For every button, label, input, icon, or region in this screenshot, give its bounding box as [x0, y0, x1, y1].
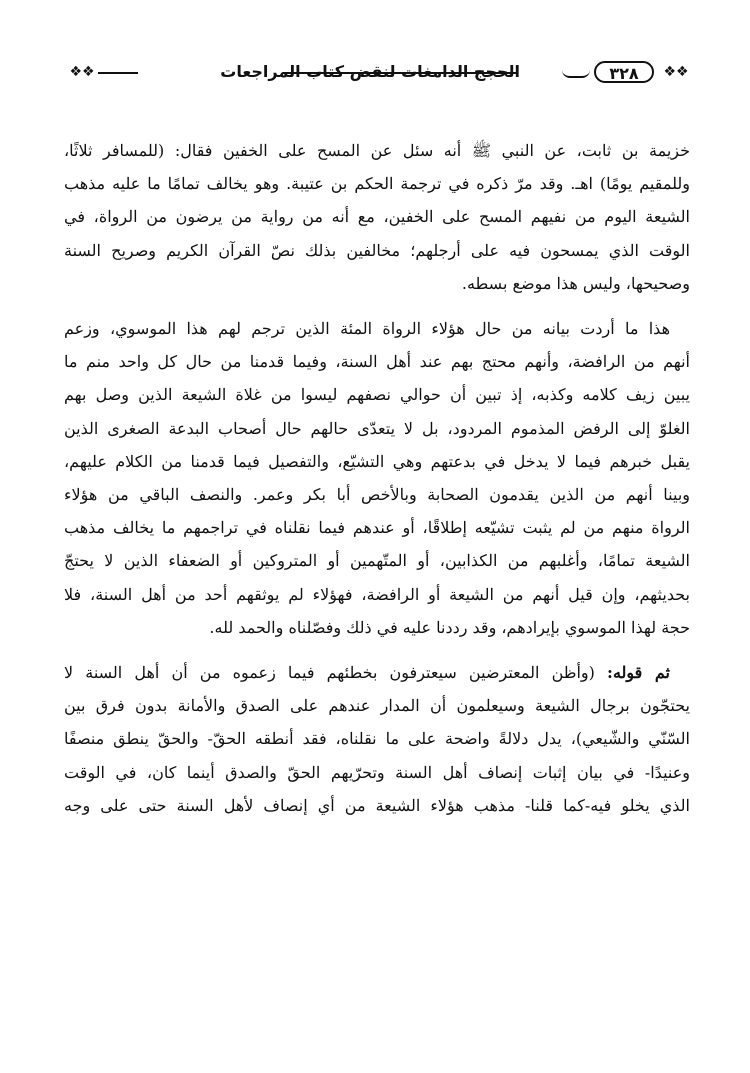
text-line: وصحيحها، وليس هذا موضع بسطه.: [461, 273, 690, 293]
ornament-right-icon: ❖❖: [663, 64, 689, 80]
header-rule: [283, 72, 518, 74]
text-span: (وأظن المعترضين سيعترفون بخطئهم فيما زعموه من أن أهل السنة لا: [64, 663, 608, 683]
text-line: الوقت الذي يمسحون فيه على أرجلهم؛ مخالفين بذلك نصّ القرآن الكريم وصريح السنة: [64, 240, 690, 260]
text-line: السّنّي والشّيعي)، يدل دلالةً واضحة على ما نقلناه، فقد أنطقه الحقّ- والحقّ ينطق منصفًا: [64, 729, 690, 749]
page-number: ٣٢٨: [594, 61, 654, 83]
text-line: أنهم من الرافضة، وأنهم محتج بهم عند أهل السنة، وفيما قدمنا من حال كل واحد منم ما: [64, 352, 690, 372]
paragraph-1: [64, 134, 690, 300]
page-body: [64, 134, 690, 834]
text-line: بحديثهم، وإن قيل أنهم من الشيعة أو الرافضة، فهؤلاء لم يوثقهم أحد من أهل السنة، فلا: [64, 584, 690, 604]
page-header: [68, 60, 690, 96]
lead-phrase: ثم قوله:: [607, 663, 671, 683]
text-line: الذي يخلو فيه-كما قلنا- مذهب هؤلاء الشيعة من أي إنصاف لأهل السنة حتى على وجه: [64, 795, 690, 815]
text-line: الرواة منهم من لم يثبت تشيّعه إطلاقًا، أو عندهم فيما نقلناه في تراجمهم ما يخالف مذهب: [64, 518, 690, 538]
paragraph-2: [64, 312, 690, 644]
ornament-left-icon: ❖❖: [69, 64, 95, 80]
text-line: هذا ما أردت بيانه من حال هؤلاء الرواة المئة الذين ترجم لهم هذا الموسوي، وزعم: [64, 319, 670, 339]
text-line: خزيمة بن ثابت، عن النبي ﷺ أنه سئل عن المسح على الخفين فقال: (للمسافر ثلاثًا،: [64, 141, 690, 160]
text-line: وللمقيم يومًا) اهـ. وقد مرّ ذكره في ترجمة الحكم بن عتيبة. وهو يخالف تمامًا ما عليه مذهب: [64, 174, 690, 194]
text-line: [64, 656, 690, 689]
text-line: يبين زيف كلامه وكذبه، إذ تبين أن حوالي نصفهم ليسوا من غلاة الشيعة الذين وصل بهم: [64, 385, 691, 405]
text-line: الشيعة اليوم من نفيهم المسح على الخفين، مع أنه من رواية من يرضون من الرواة، في: [64, 207, 690, 227]
text-line: يحتجّون برجال الشيعة وسيعلمون أن المدار عندهم على الصدق والأمانة بدون فرق بين: [64, 696, 690, 716]
flourish-icon: [562, 68, 590, 78]
paragraph-3: [64, 656, 690, 822]
book-title: الحجج الدامغات لنقض كتاب المراجعات: [220, 62, 520, 81]
text-line: وعنيدًا- في بيان إثبات إنصاف أهل السنة وتحرّيهم الحقّ والصدق أينما كان، في الوقت: [64, 762, 691, 782]
text-line: الشيعة تمامًا، وأغلبهم من الكذابين، أو المتّهمين أو المتروكين أو الضعفاء الذين لا يحتجّ: [64, 551, 690, 571]
header-rule-left: [98, 72, 138, 74]
text-line: وبينا أنهم من الذين يقدمون الصحابة وبالأخص أبا بكر وعمر. والنصف الباقي من هؤلاء: [64, 485, 691, 505]
text-line: يقبل خبرهم فيما لا يدخل في بدعتهم وهي التشيّع، والتفصيل فيما قدمنا من الكلام عليهم،: [64, 451, 690, 471]
text-line: حجة لهذا الموسوي بإيرادهم، وقد رددنا عليه في ذلك وفصّلناه والحمد لله.: [209, 617, 690, 637]
text-line: الغلوّ إلى الرفض المذموم المردود، بل لا يتعدّى حالهم حال أصحاب البدعة الصغرى الذين: [64, 418, 691, 438]
